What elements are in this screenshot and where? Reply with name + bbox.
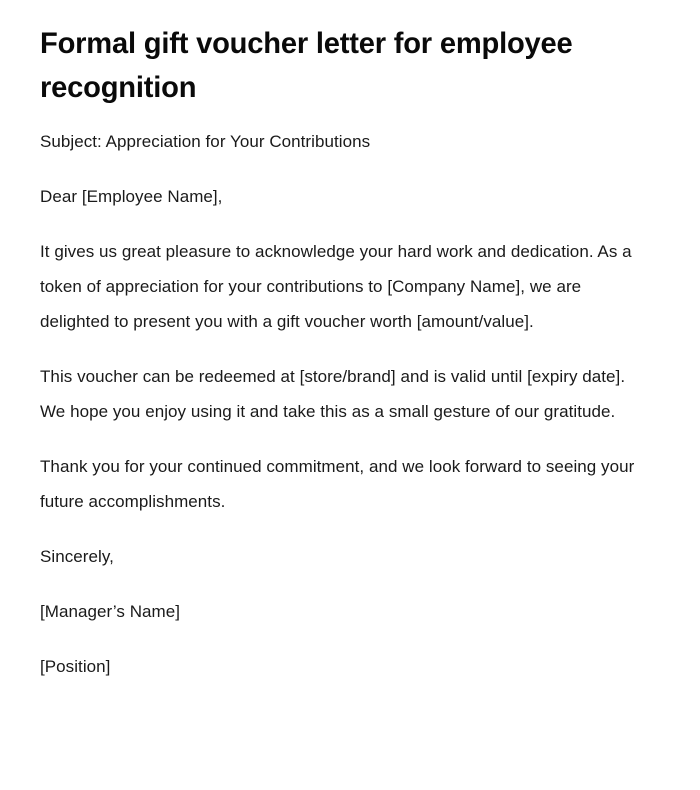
body-paragraph-1: It gives us great pleasure to acknowledge your hard work and dedication. As a token of appreciation for your contributions to [Company Name], we are delighted to present you with a gift voucher worth [amount/value]. bbox=[40, 242, 632, 331]
page-title: Formal gift voucher letter for employee recognition bbox=[40, 27, 573, 104]
body-paragraph-3: Thank you for your continued commitment, and we look forward to seeing your future accomplishments. bbox=[40, 457, 635, 511]
letter-body bbox=[40, 124, 640, 684]
closing-salutation: Sincerely, bbox=[40, 547, 114, 566]
signature-name: [Manager’s Name] bbox=[40, 602, 181, 621]
salutation: Dear [Employee Name], bbox=[40, 187, 223, 206]
subject-line: Subject: Appreciation for Your Contributions bbox=[40, 132, 371, 151]
body-paragraph-2: This voucher can be redeemed at [store/brand] and is valid until [expiry date]. We hope you enjoy using it and take this as a small gesture of our gratitude. bbox=[40, 367, 626, 421]
signature-position: [Position] bbox=[40, 657, 111, 676]
